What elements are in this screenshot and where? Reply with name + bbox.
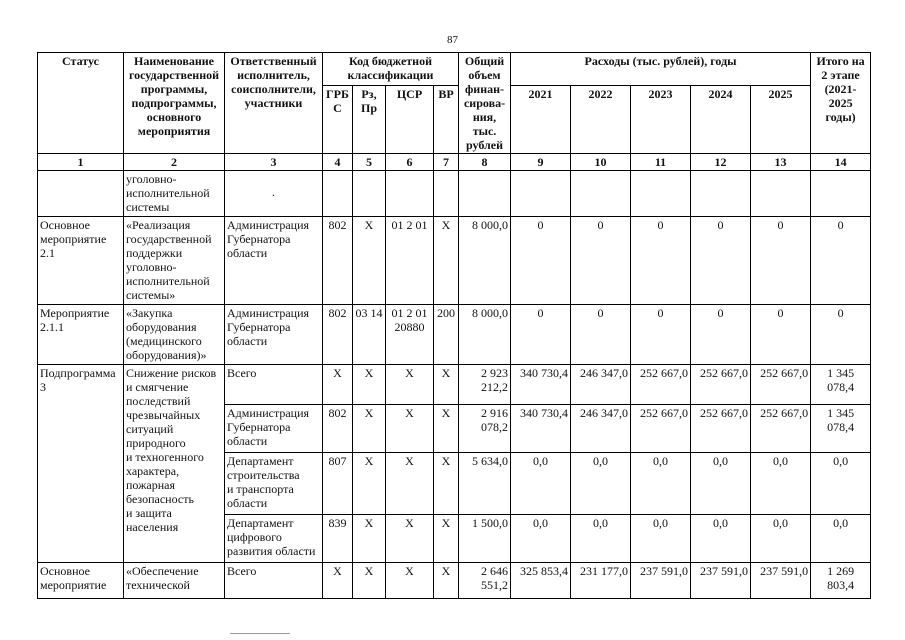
row-vr: Х (434, 563, 459, 599)
row-year-2025: 252 667,0 (751, 365, 811, 405)
row-responsible: Департамент цифрового развития области (225, 515, 323, 563)
row-year-2021: 325 853,4 (511, 563, 571, 599)
row-year-2022: 246 347,0 (571, 405, 631, 453)
row-stage-total: 0,0 (811, 515, 871, 563)
row-csr: Х (386, 453, 434, 515)
column-index: 7 (434, 154, 459, 171)
row-year-2021: 340 730,4 (511, 405, 571, 453)
header-expenses: Расходы (тыс. рублей), годы (511, 53, 811, 86)
row-grbs: 839 (323, 515, 353, 563)
budget-table (37, 52, 871, 599)
table-row (38, 563, 871, 599)
table-row (38, 305, 871, 365)
row-year-2023: 0,0 (631, 453, 691, 515)
row-year-2025: 0,0 (751, 515, 811, 563)
row-status: Подпрограмма 3 (38, 365, 124, 563)
row-csr: Х (386, 563, 434, 599)
header-year: 2022 (571, 86, 631, 154)
column-index: 9 (511, 154, 571, 171)
row-total: 2 916 078,2 (459, 405, 511, 453)
row-year-2022: 231 177,0 (571, 563, 631, 599)
row-year-2024: 0,0 (691, 515, 751, 563)
table-row (38, 171, 871, 217)
header-year: 2025 (751, 86, 811, 154)
row-year-2024: 0 (691, 217, 751, 305)
row-year-2025: 0 (751, 305, 811, 365)
column-index: 2 (124, 154, 225, 171)
column-index: 1 (38, 154, 124, 171)
row-vr: Х (434, 365, 459, 405)
row-name: Снижение рисков и смягчение последствий чрезвычайных ситуаций природного и техногенного характера, пожарная безопасность и защита населения (126, 366, 217, 534)
column-index: 13 (751, 154, 811, 171)
row-rzpr: Х (353, 365, 386, 405)
row-rzpr: Х (353, 405, 386, 453)
table-row (38, 365, 871, 405)
row-responsible: Администрация Губернатора области (225, 405, 323, 453)
row-year-2021: 0,0 (511, 515, 571, 563)
row-year-2023: 237 591,0 (631, 563, 691, 599)
header-responsible: Ответственный исполнитель, соисполнители, участники (225, 53, 323, 154)
row-rzpr: Х (353, 515, 386, 563)
row-status: Основное мероприятие 2.1 (38, 217, 124, 305)
row-year-2024: 0,0 (691, 453, 751, 515)
header-grbs: ГРБ С (323, 86, 353, 154)
row-stage-total: 1 345 078,4 (811, 405, 871, 453)
row-vr: Х (434, 515, 459, 563)
row-grbs: Х (323, 365, 353, 405)
row-year-2022: 0 (571, 217, 631, 305)
header-year: 2024 (691, 86, 751, 154)
row-year-2022: 0 (571, 305, 631, 365)
row-vr: 200 (434, 305, 459, 365)
row-responsible: Всего (225, 365, 323, 405)
row-year-2022: 0,0 (571, 515, 631, 563)
row-year-2023: 0,0 (631, 515, 691, 563)
row-year-2024: 0 (691, 305, 751, 365)
row-total: 2 923 212,2 (459, 365, 511, 405)
column-index: 12 (691, 154, 751, 171)
row-csr: Х (386, 515, 434, 563)
row-year-2023: 0 (631, 217, 691, 305)
column-index-row (38, 154, 871, 171)
row-year-2022: 0,0 (571, 453, 631, 515)
row-status: Основное мероприятие (38, 563, 124, 599)
header-row (38, 53, 871, 86)
row-grbs: 802 (323, 405, 353, 453)
row-total: 8 000,0 (459, 217, 511, 305)
row-year-2024: 252 667,0 (691, 365, 751, 405)
row-year-2024: 252 667,0 (691, 405, 751, 453)
header-rzpr: Рз, Пр (353, 86, 386, 154)
row-vr: Х (434, 453, 459, 515)
row-responsible: Администрация Губернатора области (225, 217, 323, 305)
row-total: 8 000,0 (459, 305, 511, 365)
row-total: 1 500,0 (459, 515, 511, 563)
row-rzpr: 03 14 (353, 305, 386, 365)
row-name: «Реализация государственной поддержки уголовно-исполнительной системы» (124, 217, 225, 305)
header-stage-total: Итого на 2 этапе (2021-2025 годы) (811, 53, 871, 154)
column-index: 4 (323, 154, 353, 171)
row-csr: Х (386, 365, 434, 405)
header-csr: ЦСР (386, 86, 434, 154)
row-year-2023: 252 667,0 (631, 405, 691, 453)
row-vr: Х (434, 405, 459, 453)
row-csr: 01 2 01 (386, 217, 434, 305)
row-name: «Закупка оборудования (медицинского оборудования)» (124, 305, 225, 365)
row-name: «Обеспечение технической (124, 563, 225, 599)
row-year-2021: 340 730,4 (511, 365, 571, 405)
header-vr: ВР (434, 86, 459, 154)
row-csr: 01 2 01 20880 (386, 305, 434, 365)
row-responsible: Департамент строительства и транспорта области (227, 454, 300, 510)
dot-mark: · (271, 188, 276, 202)
column-index: 6 (386, 154, 434, 171)
row-rzpr: Х (353, 453, 386, 515)
table-row (38, 217, 871, 305)
row-responsible: Администрация Губернатора области (225, 305, 323, 365)
row-rzpr: Х (353, 563, 386, 599)
row-year-2025: 237 591,0 (751, 563, 811, 599)
header-name: Наименование государственной программы, подпрограммы, основного мероприятия (124, 53, 225, 154)
row-stage-total: 1 269 803,4 (811, 563, 871, 599)
row-grbs: Х (323, 563, 353, 599)
row-year-2021: 0 (511, 305, 571, 365)
row-name: уголовно- исполнительной системы (126, 172, 210, 214)
page-number: 87 (447, 34, 458, 46)
header-year: 2021 (511, 86, 571, 154)
row-year-2023: 0 (631, 305, 691, 365)
row-responsible: Всего (225, 563, 323, 599)
row-grbs: 802 (323, 305, 353, 365)
column-index: 10 (571, 154, 631, 171)
row-grbs: 802 (323, 217, 353, 305)
row-rzpr: Х (353, 217, 386, 305)
column-index: 11 (631, 154, 691, 171)
row-vr: Х (434, 217, 459, 305)
header-status: Статус (38, 53, 124, 154)
row-total: 2 646 551,2 (459, 563, 511, 599)
header-budget-code: Код бюджетной классификации (323, 53, 459, 86)
row-year-2025: 0 (751, 217, 811, 305)
column-index: 14 (811, 154, 871, 171)
row-year-2022: 246 347,0 (571, 365, 631, 405)
row-year-2021: 0,0 (511, 453, 571, 515)
row-status: Мероприятие 2.1.1 (38, 305, 124, 365)
scan-artifact (230, 633, 290, 634)
column-index: 5 (353, 154, 386, 171)
column-index: 3 (225, 154, 323, 171)
row-year-2021: 0 (511, 217, 571, 305)
header-year: 2023 (631, 86, 691, 154)
column-index: 8 (459, 154, 511, 171)
row-csr: Х (386, 405, 434, 453)
row-total: 5 634,0 (459, 453, 511, 515)
row-stage-total: 1 345 078,4 (811, 365, 871, 405)
row-stage-total: 0 (811, 217, 871, 305)
row-grbs: 807 (323, 453, 353, 515)
row-year-2025: 252 667,0 (751, 405, 811, 453)
row-year-2024: 237 591,0 (691, 563, 751, 599)
row-stage-total: 0,0 (811, 453, 871, 515)
header-total-volume: Общий объем финан-сирова-ния, тыс. рублей (459, 53, 511, 154)
row-year-2023: 252 667,0 (631, 365, 691, 405)
row-year-2025: 0,0 (751, 453, 811, 515)
row-stage-total: 0 (811, 305, 871, 365)
